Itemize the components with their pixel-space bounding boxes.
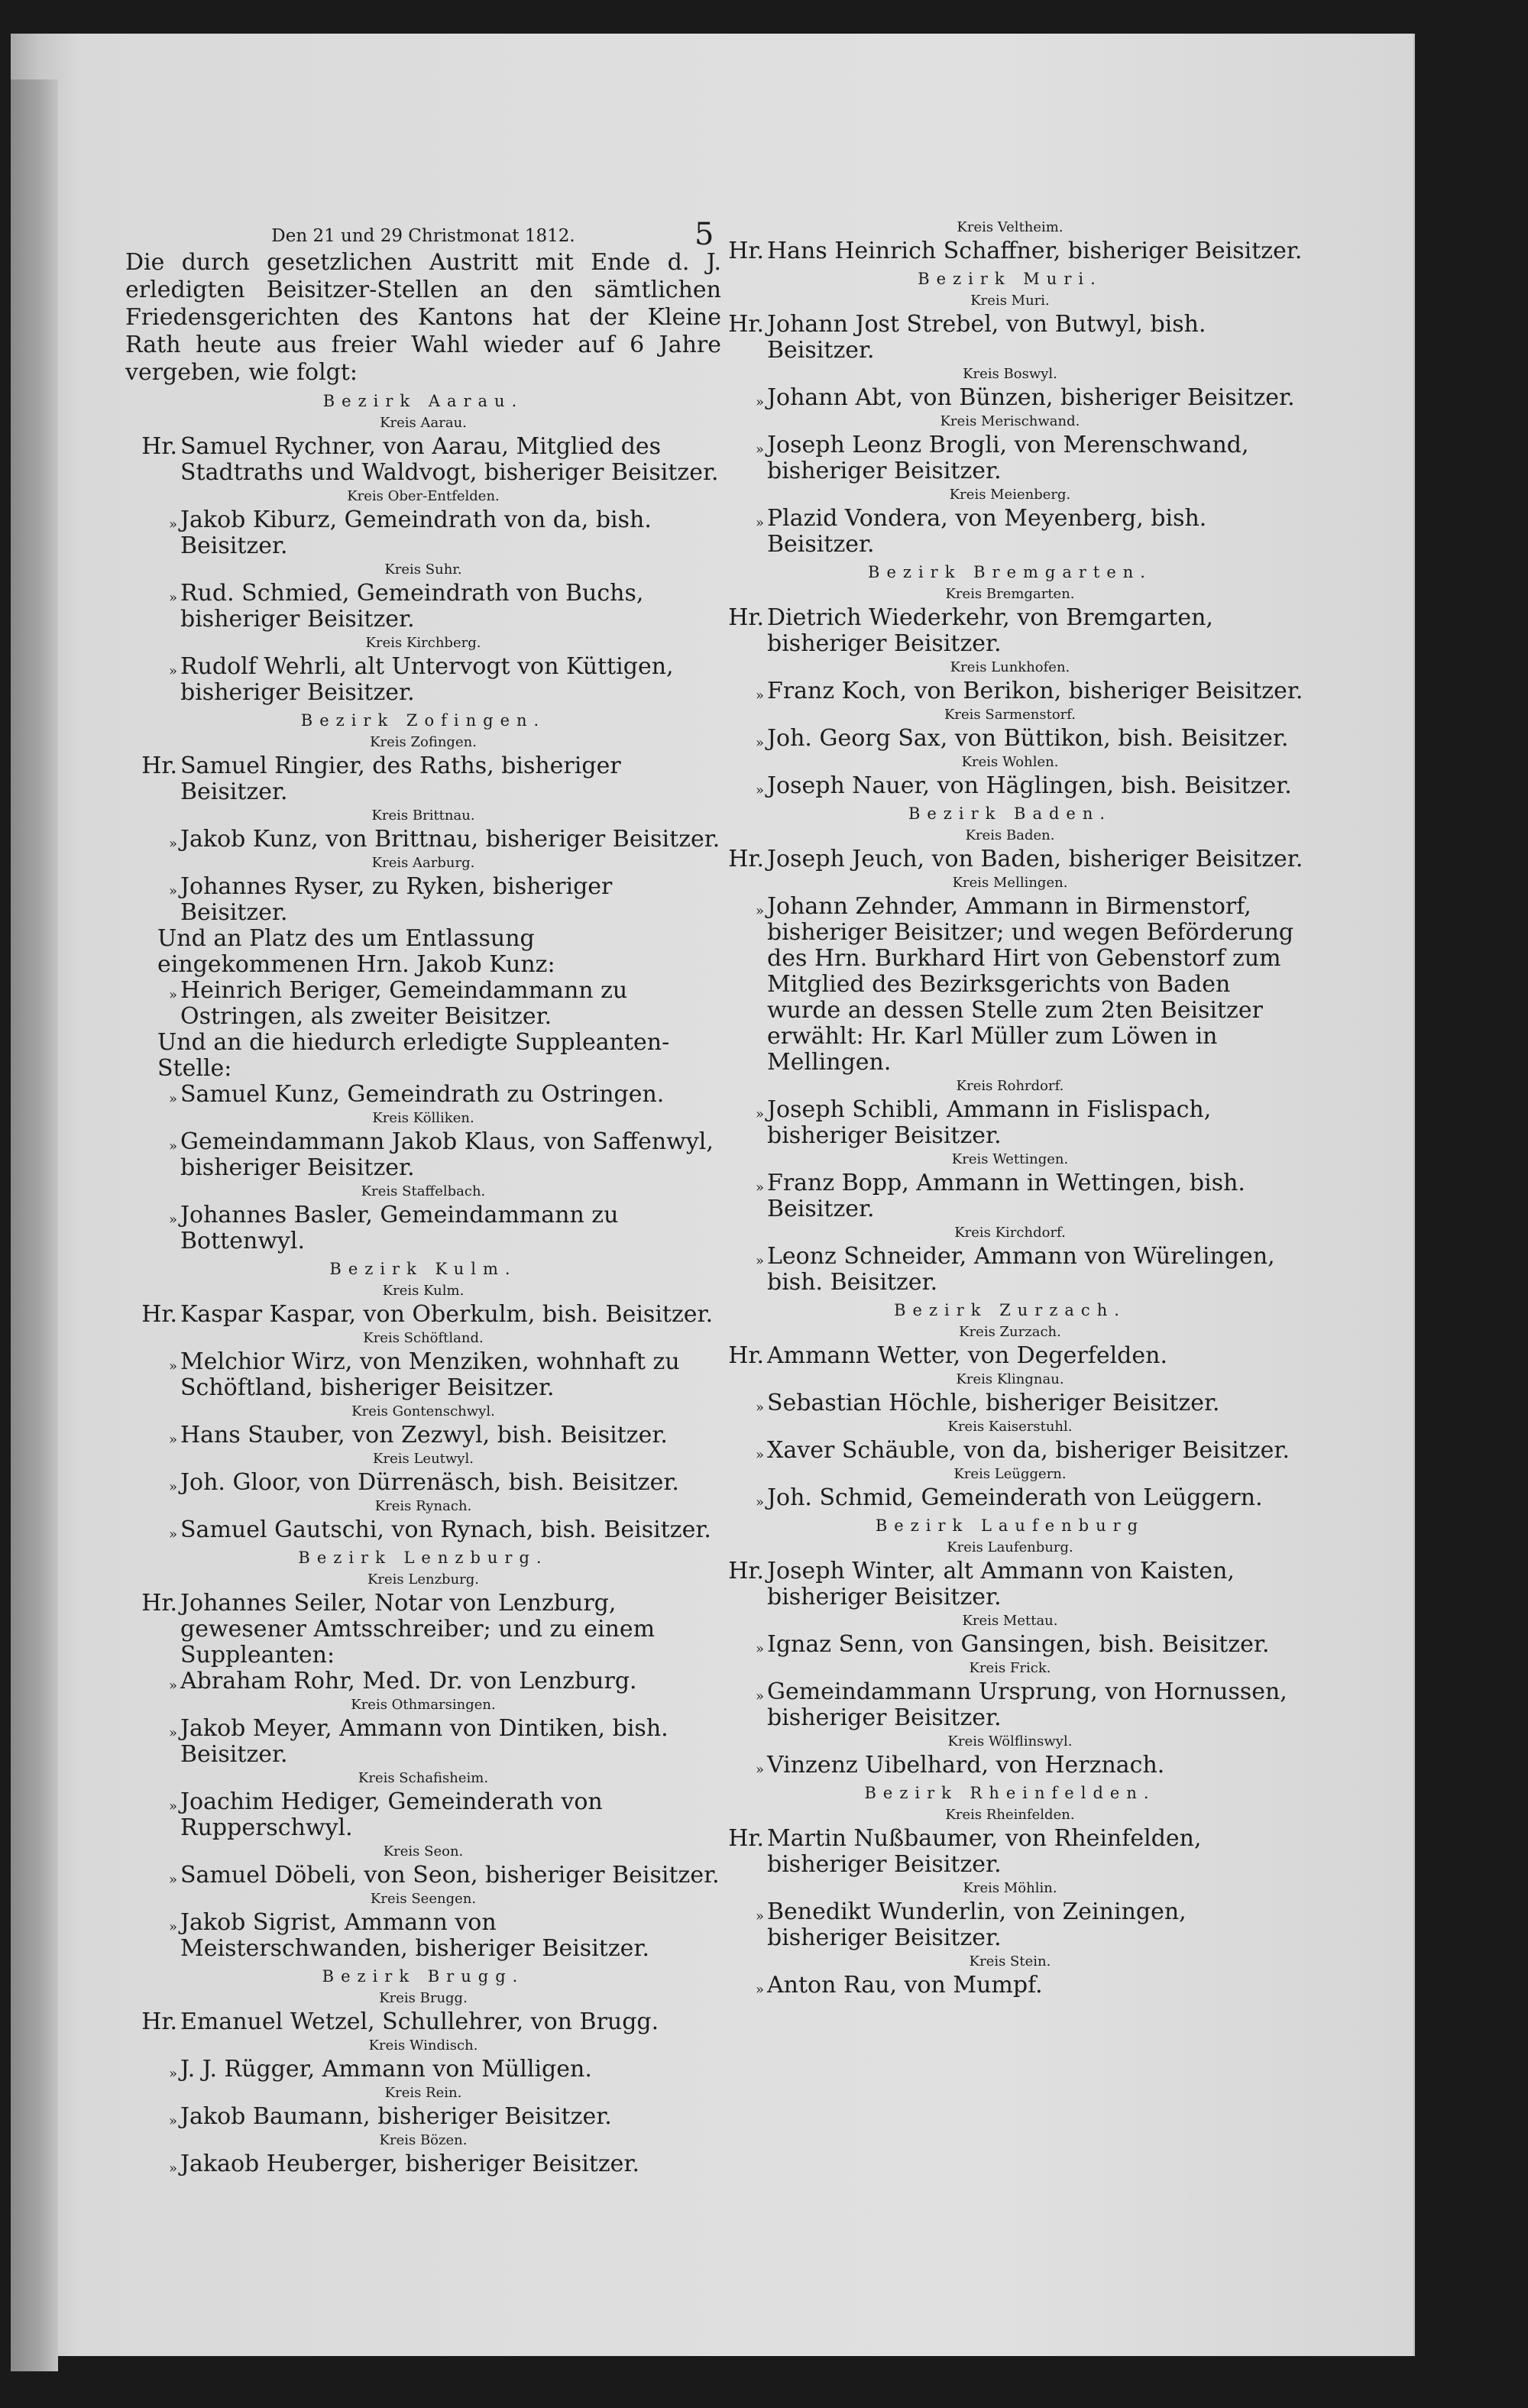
appointment-entry: » Gemeindammann Ursprung, von Hornussen, bisheriger Beisitzer. bbox=[755, 1678, 1287, 1731]
kreis-label: Kreis Seon. bbox=[383, 1843, 464, 1859]
kreis-label: Kreis Kaiserstuhl. bbox=[947, 1419, 1073, 1435]
kreis-label: Kreis Laufenburg. bbox=[947, 1539, 1073, 1555]
kreis-label: Kreis Leutwyl. bbox=[373, 1451, 474, 1467]
kreis-label: Kreis Wohlen. bbox=[961, 754, 1059, 770]
right-column bbox=[712, 217, 1308, 1999]
kreis-label: Kreis Bremgarten. bbox=[945, 586, 1075, 602]
bezirk-heading: Bezirk Aarau. bbox=[322, 392, 524, 410]
kreis-label: Kreis Frick. bbox=[969, 1660, 1051, 1676]
appointment-entry: » Benedikt Wunderlin, von Zeiningen, bisheriger Beisitzer. bbox=[755, 1898, 1186, 1951]
kreis-label: Kreis Kulm. bbox=[382, 1283, 465, 1299]
appointment-entry: » Joachim Hediger, Gemeinderath von Rupperschwyl. bbox=[168, 1788, 603, 1841]
kreis-label: Kreis Lenzburg. bbox=[367, 1571, 480, 1588]
appointment-entry: Hr. Samuel Rychner, von Aarau, Mitglied des Stadtraths und Waldvogt, bisheriger Beisitzer. bbox=[141, 433, 719, 486]
bezirk-heading: Bezirk Kulm. bbox=[329, 1260, 517, 1278]
appointment-entry: » Rud. Schmied, Gemeindrath von Buchs, bisheriger Beisitzer. bbox=[168, 580, 644, 633]
appointment-entry: » Samuel Döbeli, von Seon, bisheriger Beisitzer. bbox=[168, 1862, 720, 1889]
kreis-label: Kreis Sarmenstorf. bbox=[944, 707, 1076, 723]
bezirk-heading: Bezirk Baden. bbox=[908, 804, 1112, 823]
appointment-entry: » Gemeindammann Jakob Klaus, von Saffenwyl, bisheriger Beisitzer. bbox=[168, 1128, 714, 1181]
appointment-entry: » Joh. Schmid, Gemeinderath von Leüggern. bbox=[755, 1484, 1263, 1511]
kreis-label: Kreis Aarau. bbox=[380, 415, 467, 431]
appointment-entry: Hr. Kaspar Kaspar, von Oberkulm, bish. Beisitzer. bbox=[141, 1301, 714, 1328]
kreis-label: Kreis Klingnau. bbox=[956, 1371, 1064, 1387]
intro-paragraph: Die durch gesetzlichen Austritt mit Ende d. J. erledigten Beisitzer-Stellen an den sämtlichen Friedensgerichten des Kantons hat der Kleine Rath heute aus freier Wahl wieder auf 6 Jahre vergeben, wie folgt: bbox=[125, 249, 721, 386]
appointment-entry: Hr. Samuel Ringier, des Raths, bisheriger Beisitzer. bbox=[141, 752, 621, 805]
kreis-label: Kreis Schöftland. bbox=[363, 1330, 484, 1346]
appointment-entry: Hr. Joseph Jeuch, von Baden, bisheriger Beisitzer. bbox=[728, 846, 1303, 872]
appointment-entry: » Rudolf Wehrli, alt Untervogt von Küttigen, bisheriger Beisitzer. bbox=[168, 653, 674, 706]
kreis-label: Kreis Muri. bbox=[970, 293, 1050, 309]
kreis-label: Kreis Seengen. bbox=[370, 1891, 477, 1907]
kreis-label: Kreis Zofingen. bbox=[370, 734, 477, 750]
kreis-label: Kreis Staffelbach. bbox=[361, 1183, 486, 1199]
bezirk-heading: Bezirk Bremgarten. bbox=[868, 563, 1152, 581]
kreis-label: Kreis Schafisheim. bbox=[358, 1770, 489, 1786]
note-line: Und an die hiedurch erledigte Suppleanten-Stelle: bbox=[157, 1029, 670, 1082]
kreis-label: Kreis Leüggern. bbox=[953, 1466, 1067, 1482]
kreis-label: Kreis Brittnau. bbox=[371, 808, 475, 824]
appointment-entry: » Johann Zehnder, Ammann in Birmenstorf, bisheriger Beisitzer; und wegen Beförderung des Hrn. Burkhard Hirt von Gebenstorf zum Mitglied des Bezirksgerichts von Baden wurde an dessen Stelle zum 2ten Beisitzer erwählt: Hr. Karl Müller zum Löwen in Mellingen. bbox=[755, 893, 1294, 1076]
left-column bbox=[125, 225, 721, 2177]
appointment-entry: » Vinzenz Uibelhard, von Herznach. bbox=[755, 1752, 1165, 1778]
bezirk-heading: Bezirk Lenzburg. bbox=[298, 1549, 549, 1567]
appointment-entry: Hr. Dietrich Wiederkehr, von Bremgarten, bisheriger Beisitzer. bbox=[728, 604, 1213, 657]
appointment-entry: » Jakob Baumann, bisheriger Beisitzer. bbox=[168, 2103, 612, 2130]
appointment-entry: » Leonz Schneider, Ammann von Würelingen, bish. Beisitzer. bbox=[755, 1243, 1275, 1296]
appointment-entry: » Jakob Kunz, von Brittnau, bisheriger Beisitzer. bbox=[168, 826, 720, 853]
appointment-entry: » Sebastian Höchle, bisheriger Beisitzer. bbox=[755, 1390, 1220, 1416]
kreis-label: Kreis Merischwand. bbox=[940, 413, 1080, 429]
appointment-entry: » Melchior Wirz, von Menziken, wohnhaft zu Schöftland, bisheriger Beisitzer. bbox=[168, 1348, 680, 1401]
document-page bbox=[11, 34, 1415, 2356]
appointment-entry: » Plazid Vondera, von Meyenberg, bish. Beisitzer. bbox=[755, 505, 1207, 558]
appointment-entry: Hr. Joseph Winter, alt Ammann von Kaisten, bisheriger Beisitzer. bbox=[728, 1558, 1235, 1610]
kreis-label: Kreis Brugg. bbox=[379, 1990, 468, 2006]
appointment-entry: » Xaver Schäuble, von da, bisheriger Beisitzer. bbox=[755, 1437, 1290, 1464]
appointment-entry: » Joseph Schibli, Ammann in Fislispach, bisheriger Beisitzer. bbox=[755, 1096, 1212, 1149]
kreis-label: Kreis Rein. bbox=[384, 2085, 462, 2101]
appointment-entry: Hr. Hans Heinrich Schaffner, bisheriger Beisitzer. bbox=[728, 238, 1303, 264]
appointment-entry: » Joseph Leonz Brogli, von Merenschwand, bisheriger Beisitzer. bbox=[755, 432, 1249, 484]
kreis-label: Kreis Rohrdorf. bbox=[956, 1078, 1064, 1094]
appointment-entry: » Jakob Meyer, Ammann von Dintiken, bish. Beisitzer. bbox=[168, 1715, 668, 1768]
appointment-entry: » Joh. Georg Sax, von Büttikon, bish. Beisitzer. bbox=[755, 725, 1289, 752]
kreis-label: Kreis Wettingen. bbox=[951, 1151, 1069, 1167]
kreis-label: Kreis Rheinfelden. bbox=[945, 1807, 1075, 1823]
kreis-label: Kreis Aarburg. bbox=[371, 855, 475, 871]
appointment-entry: » Johannes Ryser, zu Ryken, bisheriger Beisitzer. bbox=[168, 873, 613, 926]
kreis-label: Kreis Mellingen. bbox=[952, 875, 1068, 891]
appointment-entry: » Jakob Kiburz, Gemeindrath von da, bish. Beisitzer. bbox=[168, 507, 652, 559]
appointment-entry: Hr. Johann Jost Strebel, von Butwyl, bish. Beisitzer. bbox=[728, 311, 1206, 364]
appointment-entry: » Heinrich Beriger, Gemeindammann zu Ostringen, als zweiter Beisitzer. bbox=[168, 977, 628, 1030]
kreis-label: Kreis Gontenschwyl. bbox=[351, 1403, 495, 1419]
kreis-label: Kreis Lunkhofen. bbox=[950, 659, 1070, 675]
appointment-entry: Hr. Ammann Wetter, von Degerfelden. bbox=[728, 1342, 1167, 1369]
kreis-label: Kreis Kölliken. bbox=[372, 1110, 474, 1126]
kreis-label: Kreis Kirchberg. bbox=[365, 635, 481, 651]
bezirk-heading: Bezirk Zofingen. bbox=[300, 711, 546, 730]
kreis-label: Kreis Möhlin. bbox=[963, 1880, 1057, 1896]
kreis-label: Kreis Veltheim. bbox=[957, 219, 1063, 235]
appointment-entry: » Jakob Sigrist, Ammann von Meisterschwanden, bisheriger Beisitzer. bbox=[168, 1909, 649, 1962]
kreis-label: Kreis Wölflinswyl. bbox=[947, 1733, 1073, 1749]
kreis-label: Kreis Meienberg. bbox=[949, 487, 1071, 503]
appointment-entry: » Joh. Gloor, von Dürrenäsch, bish. Beisitzer. bbox=[168, 1469, 679, 1496]
kreis-label: Kreis Windisch. bbox=[368, 2037, 478, 2054]
kreis-label: Kreis Othmarsingen. bbox=[351, 1697, 496, 1713]
appointment-entry: » J. J. Rügger, Ammann von Mülligen. bbox=[168, 2056, 592, 2083]
appointment-entry: » Joseph Nauer, von Häglingen, bish. Beisitzer. bbox=[755, 772, 1292, 799]
page-number: 5 bbox=[694, 217, 714, 252]
kreis-label: Kreis Ober-Entfelden. bbox=[347, 488, 500, 504]
appointment-entry: » Anton Rau, von Mumpf. bbox=[755, 1972, 1043, 1999]
appointment-entry: » Jakaob Heuberger, bisheriger Beisitzer. bbox=[168, 2151, 640, 2177]
kreis-label: Kreis Baden. bbox=[965, 827, 1055, 843]
kreis-label: Kreis Kirchdorf. bbox=[954, 1225, 1066, 1241]
kreis-label: Kreis Rynach. bbox=[374, 1498, 472, 1514]
kreis-label: Kreis Zurzach. bbox=[959, 1324, 1061, 1340]
bezirk-heading: Bezirk Rheinfelden. bbox=[864, 1784, 1156, 1802]
appointment-entry: » Hans Stauber, von Zezwyl, bish. Beisitzer. bbox=[168, 1422, 668, 1448]
appointment-entry: » Franz Koch, von Berikon, bisheriger Beisitzer. bbox=[755, 678, 1303, 704]
kreis-label: Kreis Suhr. bbox=[384, 562, 462, 578]
appointment-entry: » Samuel Kunz, Gemeindrath zu Ostringen. bbox=[168, 1081, 665, 1108]
appointment-entry: » Franz Bopp, Ammann in Wettingen, bish. Beisitzer. bbox=[755, 1170, 1245, 1222]
appointment-entry: Hr. Martin Nußbaumer, von Rheinfelden, bisheriger Beisitzer. bbox=[728, 1825, 1202, 1878]
kreis-label: Kreis Stein. bbox=[969, 1953, 1051, 1969]
date-line: Den 21 und 29 Christmonat 1812. bbox=[271, 226, 575, 246]
appointment-entry: » Ignaz Senn, von Gansingen, bish. Beisitzer. bbox=[755, 1631, 1270, 1658]
appointment-entry: Hr. Emanuel Wetzel, Schullehrer, von Brugg. bbox=[141, 2008, 659, 2035]
kreis-label: Kreis Boswyl. bbox=[963, 366, 1057, 382]
note-line: Und an Platz des um Entlassung eingekommenen Hrn. Jakob Kunz: bbox=[157, 925, 555, 978]
bezirk-heading: Bezirk Zurzach. bbox=[894, 1301, 1126, 1319]
appointment-entry: » Johannes Basler, Gemeindammann zu Bottenwyl. bbox=[168, 1202, 619, 1254]
appointment-entry: Hr. Johannes Seiler, Notar von Lenzburg, gewesener Amtsschreiber; und zu einem Suppleanten: bbox=[141, 1590, 656, 1668]
appointment-entry: » Johann Abt, von Bünzen, bisheriger Beisitzer. bbox=[755, 384, 1295, 411]
bezirk-heading: Bezirk Muri. bbox=[918, 270, 1102, 288]
appointment-entry: » Samuel Gautschi, von Rynach, bish. Beisitzer. bbox=[168, 1516, 711, 1543]
bezirk-heading: Bezirk Brugg. bbox=[322, 1967, 525, 1986]
kreis-label: Kreis Mettau. bbox=[962, 1613, 1058, 1629]
appointment-entry: » Abraham Rohr, Med. Dr. von Lenzburg. bbox=[168, 1668, 637, 1694]
previous-page-edge bbox=[11, 79, 58, 2371]
kreis-label: Kreis Bözen. bbox=[379, 2132, 468, 2148]
bezirk-heading: Bezirk Laufenburg bbox=[875, 1516, 1145, 1535]
